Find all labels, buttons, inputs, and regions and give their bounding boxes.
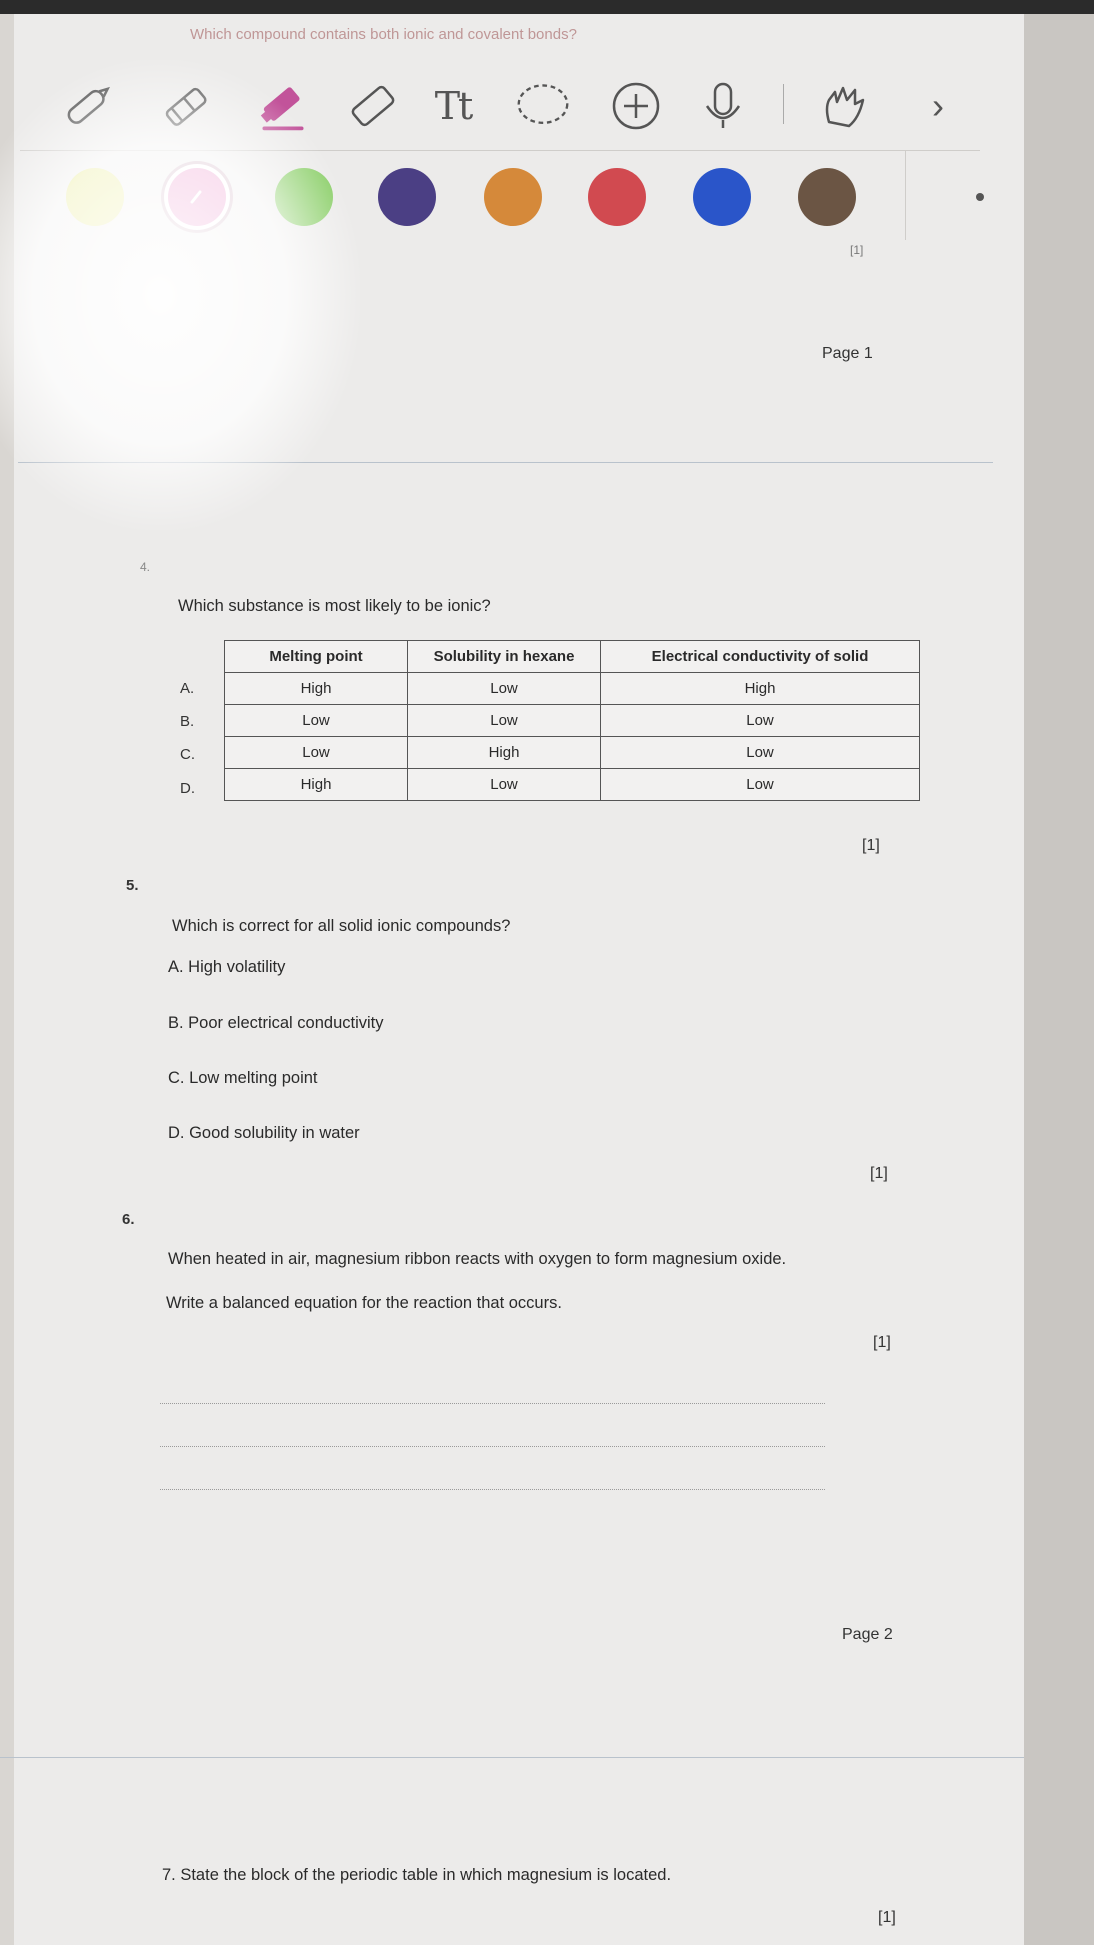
color-swatch-red[interactable] bbox=[588, 168, 646, 226]
color-swatch-pink[interactable] bbox=[168, 168, 226, 226]
table-cell: High bbox=[225, 769, 408, 801]
more-tools-symbol: › bbox=[932, 85, 944, 126]
color-swatch-brown[interactable] bbox=[798, 168, 856, 226]
question-6-mark: [1] bbox=[873, 1334, 891, 1351]
microphone-icon[interactable] bbox=[695, 78, 751, 134]
page-1-label: Page 1 bbox=[822, 345, 873, 362]
color-swatch-yellow[interactable] bbox=[66, 168, 124, 226]
question-7-mark: [1] bbox=[878, 1909, 896, 1926]
table-cell: Low bbox=[225, 705, 408, 737]
question-5-text: Which is correct for all solid ionic compounds? bbox=[172, 917, 511, 935]
color-palette bbox=[40, 160, 990, 230]
right-margin bbox=[1024, 14, 1094, 1945]
stroke-size-dot[interactable] bbox=[976, 193, 984, 201]
option-letter-d: D. bbox=[180, 780, 195, 797]
table-cell: High bbox=[408, 737, 601, 769]
option-letter-c: C. bbox=[180, 746, 195, 763]
q5-option-c[interactable]: C. Low melting point bbox=[168, 1069, 318, 1087]
table-row bbox=[225, 705, 920, 737]
properties-table bbox=[224, 640, 920, 801]
eraser-icon[interactable] bbox=[345, 78, 401, 134]
question-5-number: 5. bbox=[126, 877, 139, 894]
answer-line-3[interactable] bbox=[160, 1489, 825, 1490]
q5-option-a[interactable]: A. High volatility bbox=[168, 958, 286, 976]
toolbar-separator bbox=[783, 84, 784, 124]
table-row bbox=[225, 673, 920, 705]
text-tool-icon[interactable] bbox=[425, 78, 481, 134]
page-2-label: Page 2 bbox=[842, 1626, 893, 1643]
hand-icon[interactable] bbox=[815, 78, 871, 134]
table-cell: Low bbox=[225, 737, 408, 769]
option-letter-a: A. bbox=[180, 680, 195, 697]
question-7-text: 7. State the block of the periodic table in which magnesium is located. bbox=[162, 1866, 672, 1884]
table-cell: High bbox=[601, 673, 920, 705]
page-break-2 bbox=[0, 1757, 1024, 1758]
table-cell: Low bbox=[601, 769, 920, 801]
palette-divider bbox=[905, 150, 906, 240]
previous-question-text: Which compound contains both ionic and covalent bonds? bbox=[190, 26, 577, 43]
color-swatch-green[interactable] bbox=[275, 168, 333, 226]
color-swatch-purple[interactable] bbox=[378, 168, 436, 226]
col-melting-point: Melting point bbox=[225, 641, 408, 673]
color-swatch-blue[interactable] bbox=[693, 168, 751, 226]
table-cell: Low bbox=[408, 769, 601, 801]
table-cell: Low bbox=[601, 705, 920, 737]
answer-line-2[interactable] bbox=[160, 1446, 825, 1447]
question-4-mark: [1] bbox=[862, 837, 880, 854]
table-header-row bbox=[225, 641, 920, 673]
page1-mark: [1] bbox=[850, 243, 864, 257]
question-4-number: 4. bbox=[140, 560, 151, 574]
add-icon[interactable] bbox=[608, 78, 664, 134]
question-4-text: Which substance is most likely to be ionic? bbox=[178, 597, 491, 615]
device-top-bar bbox=[0, 0, 1094, 14]
color-swatch-orange[interactable] bbox=[484, 168, 542, 226]
table-row bbox=[225, 769, 920, 801]
question-6-text-2: Write a balanced equation for the reaction that occurs. bbox=[166, 1294, 562, 1312]
annotation-toolbar bbox=[40, 58, 990, 148]
highlighter-icon[interactable] bbox=[255, 78, 311, 134]
table-cell: Low bbox=[601, 737, 920, 769]
table-row bbox=[225, 737, 920, 769]
document-page bbox=[14, 14, 1024, 1945]
lasso-icon[interactable] bbox=[515, 78, 571, 134]
q5-option-d[interactable]: D. Good solubility in water bbox=[168, 1124, 360, 1142]
table-cell: Low bbox=[408, 673, 601, 705]
pencil-icon[interactable] bbox=[160, 78, 216, 134]
table-cell: High bbox=[225, 673, 408, 705]
question-6-text-1: When heated in air, magnesium ribbon reacts with oxygen to form magnesium oxide. bbox=[168, 1250, 787, 1268]
answer-line-1[interactable] bbox=[160, 1403, 825, 1404]
text-tool-label: Tt bbox=[434, 84, 472, 128]
col-conductivity: Electrical conductivity of solid bbox=[601, 641, 920, 673]
q5-option-b[interactable]: B. Poor electrical conductivity bbox=[168, 1014, 384, 1032]
question-5-mark: [1] bbox=[870, 1165, 888, 1182]
option-letter-b: B. bbox=[180, 713, 195, 730]
toolbar-divider bbox=[20, 150, 980, 151]
pen-icon[interactable] bbox=[60, 78, 116, 134]
table-cell: Low bbox=[408, 705, 601, 737]
chevron-right-icon[interactable] bbox=[910, 78, 966, 134]
col-solubility: Solubility in hexane bbox=[408, 641, 601, 673]
question-6-number: 6. bbox=[122, 1211, 135, 1228]
page-break-1 bbox=[18, 462, 993, 463]
